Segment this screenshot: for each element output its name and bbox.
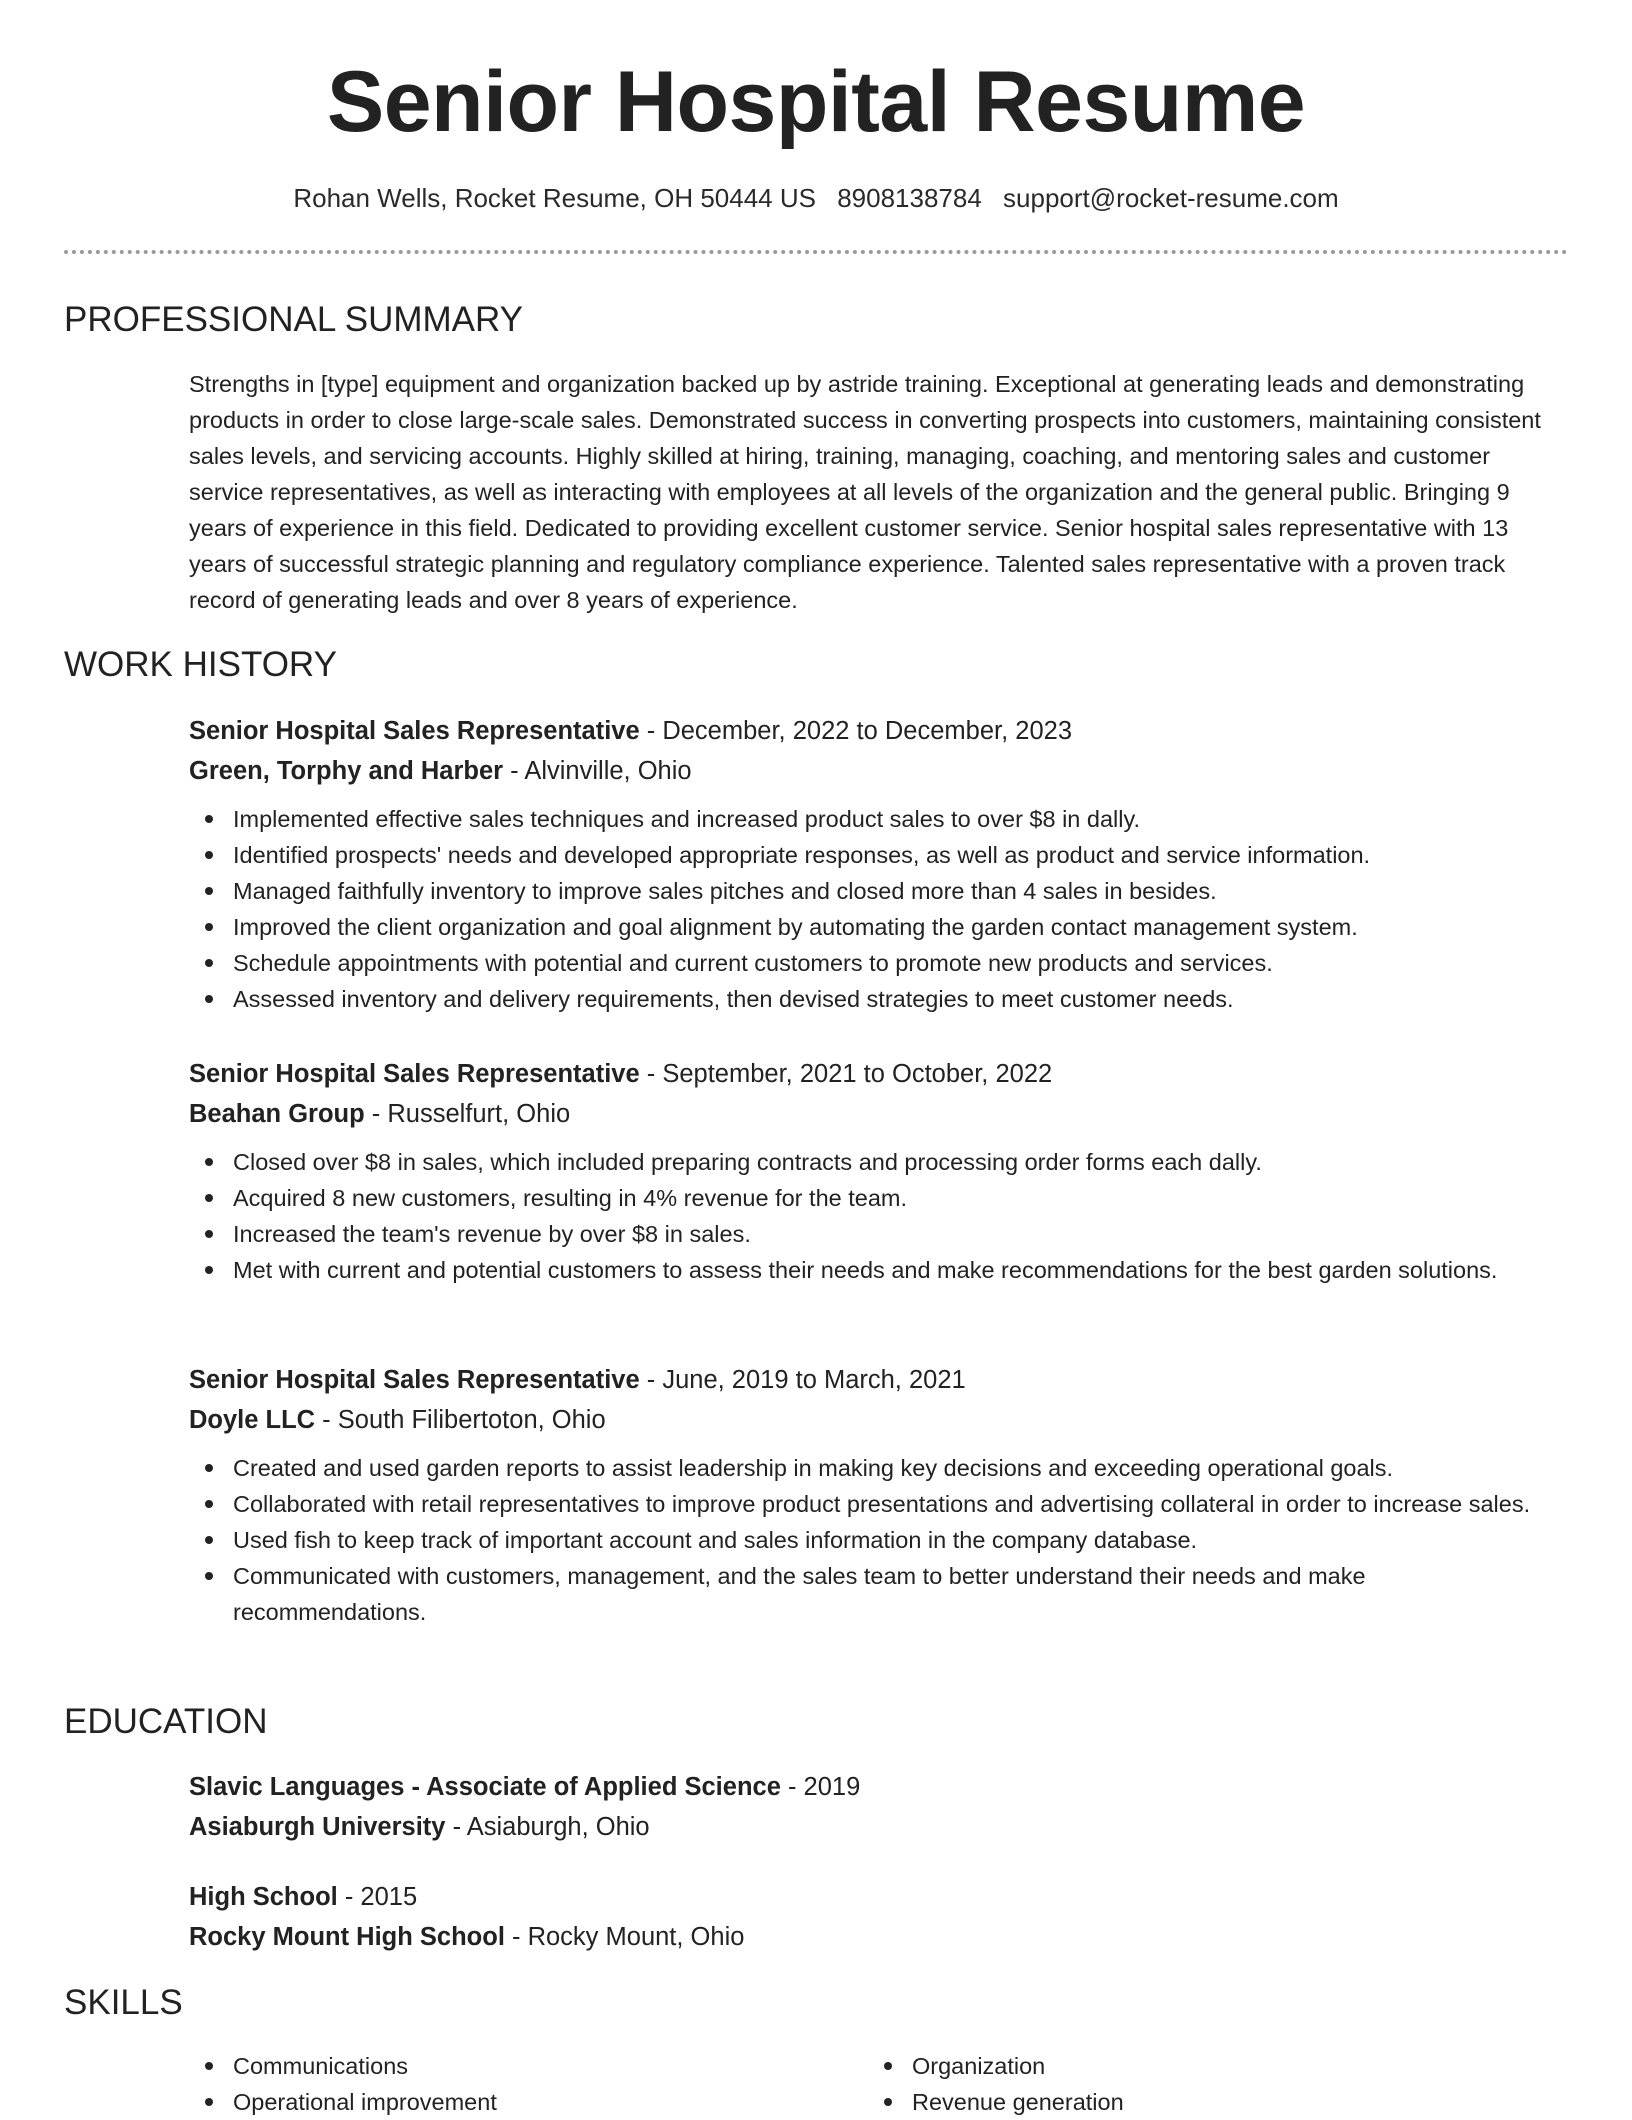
list-item: Communicated with customers, management, and the sales team to better understand their needs and make recommendations.: [233, 1558, 1561, 1630]
contact-line: [0, 180, 1632, 216]
skill-item: Operational improvement: [233, 2084, 497, 2120]
list-item: Managed faithfully inventory to improve sales pitches and closed more than 4 sales in besides.: [233, 873, 1561, 909]
education-degree-line: [189, 1877, 1561, 1917]
contact-email: support@rocket-resume.com: [1003, 183, 1339, 213]
job-role: Senior Hospital Sales Representative: [189, 1060, 640, 1088]
skills-bullets: [189, 2048, 497, 2120]
job-company: Green, Torphy and Harber: [189, 757, 504, 785]
education-location: - Rocky Mount, Ohio: [504, 1923, 745, 1951]
education-entry: [189, 1767, 1561, 1847]
education-year: - 2015: [337, 1883, 418, 1911]
education-degree: High School: [189, 1883, 338, 1911]
education-degree: Slavic Languages - Associate of Applied Science: [189, 1773, 781, 1801]
job-company: Doyle LLC: [189, 1406, 316, 1434]
education-school: Asiaburgh University: [189, 1813, 446, 1841]
list-item: Assessed inventory and delivery requirements, then devised strategies to meet customer needs.: [233, 981, 1561, 1017]
job-heading: [189, 711, 1561, 751]
job-heading: [189, 1054, 1561, 1094]
job-entry: [189, 1360, 1561, 1630]
resume-title: Senior Hospital Resume: [326, 54, 1306, 150]
section-title-summary: PROFESSIONAL SUMMARY: [64, 300, 523, 339]
education-year: - 2019: [780, 1773, 861, 1801]
list-item: Improved the client organization and goal alignment by automating the garden contact management system.: [233, 909, 1561, 945]
job-location: - Alvinville, Ohio: [503, 757, 692, 785]
list-item: Collaborated with retail representatives to improve product presentations and advertising collateral in order to increase sales.: [233, 1486, 1561, 1522]
job-bullets: [189, 801, 1561, 1017]
list-item: Met with current and potential customers to assess their needs and make recommendations for the best garden solutions.: [233, 1252, 1561, 1288]
header-divider: [64, 250, 1568, 254]
job-entry: [189, 711, 1561, 1017]
list-item: Identified prospects' needs and developed appropriate responses, as well as product and service information.: [233, 837, 1561, 873]
list-item: Closed over $8 in sales, which included preparing contracts and processing order forms each dally.: [233, 1144, 1561, 1180]
job-dates: - September, 2021 to October, 2022: [639, 1060, 1053, 1088]
job-location: - South Filibertoton, Ohio: [315, 1406, 606, 1434]
skills-column-right: [868, 2048, 1124, 2120]
skills-bullets: [868, 2048, 1124, 2120]
list-item: Acquired 8 new customers, resulting in 4% revenue for the team.: [233, 1180, 1561, 1216]
education-school-line: [189, 1917, 1561, 1957]
list-item: Schedule appointments with potential and current customers to promote new products and services.: [233, 945, 1561, 981]
list-item: Implemented effective sales techniques and increased product sales to over $8 in dally.: [233, 801, 1561, 837]
job-company: Beahan Group: [189, 1100, 365, 1128]
job-heading: [189, 1360, 1561, 1400]
section-title-work-history: WORK HISTORY: [64, 645, 337, 684]
job-company-line: [189, 1094, 1561, 1134]
job-location: - Russelfurt, Ohio: [364, 1100, 571, 1128]
education-degree-line: [189, 1767, 1561, 1807]
section-title-education: EDUCATION: [64, 1702, 268, 1741]
job-bullets: [189, 1450, 1561, 1630]
education-location: - Asiaburgh, Ohio: [445, 1813, 650, 1841]
summary-text: Strengths in [type] equipment and organization backed up by astride training. Exceptional at generating leads and demonstrating products in order to close large-scale sales. Demonstrated success in converting prospects into customers, maintaining consistent sales levels, and servicing accounts. Highly skilled at hiring, training, managing, coaching, and mentoring sales and customer service representatives, as well as interacting with employees at all levels of the organization and the general public. Bringing 9 years of experience in this field. Dedicated to providing excellent customer service. Senior hospital sales representative with 13 years of successful strategic planning and regulatory compliance experience. Talented sales representative with a proven track record of generating leads and over 8 years of experience.: [189, 371, 1541, 613]
education-entry: [189, 1877, 1561, 1957]
contact-phone: 8908138784: [837, 183, 982, 213]
skills-column-left: [189, 2048, 497, 2120]
contact-address: Rohan Wells, Rocket Resume, OH 50444 US: [293, 183, 816, 213]
job-role: Senior Hospital Sales Representative: [189, 1366, 640, 1394]
education-school: Rocky Mount High School: [189, 1923, 505, 1951]
education-school-line: [189, 1807, 1561, 1847]
job-company-line: [189, 751, 1561, 791]
list-item: Increased the team's revenue by over $8 in sales.: [233, 1216, 1561, 1252]
list-item: Used fish to keep track of important account and sales information in the company database.: [233, 1522, 1561, 1558]
skill-item: Organization: [912, 2048, 1124, 2084]
skill-item: Communications: [233, 2048, 497, 2084]
list-item: Created and used garden reports to assist leadership in making key decisions and exceeding operational goals.: [233, 1450, 1561, 1486]
job-dates: - December, 2022 to December, 2023: [639, 717, 1073, 745]
job-dates: - June, 2019 to March, 2021: [639, 1366, 966, 1394]
job-entry: [189, 1054, 1561, 1288]
job-bullets: [189, 1144, 1561, 1288]
job-role: Senior Hospital Sales Representative: [189, 717, 640, 745]
section-title-skills: SKILLS: [64, 1983, 183, 2022]
skill-item: Revenue generation: [912, 2084, 1124, 2120]
job-company-line: [189, 1400, 1561, 1440]
